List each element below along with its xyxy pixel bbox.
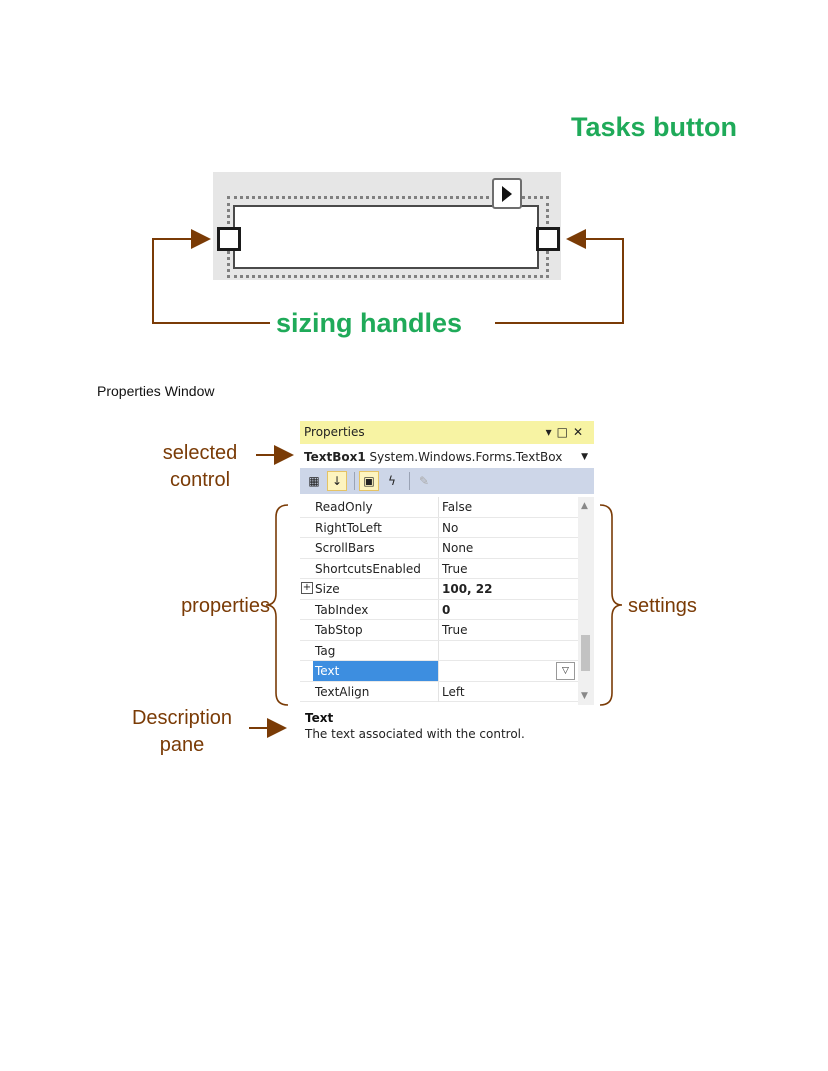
column-divider: [438, 641, 439, 661]
alphabetical-icon[interactable]: ↓: [327, 471, 347, 491]
settings-brace: [600, 505, 622, 705]
events-lightning-icon[interactable]: ϟ: [388, 474, 396, 488]
column-divider: [438, 497, 439, 517]
selected-line-2: control: [169, 469, 231, 491]
property-name: RightToLeft: [315, 520, 382, 535]
property-value[interactable]: None: [442, 541, 474, 555]
column-divider: [438, 682, 439, 702]
property-row[interactable]: [300, 641, 578, 662]
scroll-up-icon[interactable]: ▲: [581, 501, 588, 511]
toolbar-separator: [409, 472, 410, 490]
properties-toolbar: [300, 468, 594, 494]
properties-title: Properties: [304, 425, 365, 439]
property-row[interactable]: [300, 518, 578, 539]
object-selector[interactable]: [300, 446, 594, 468]
property-value[interactable]: No: [442, 520, 459, 535]
property-value[interactable]: True: [442, 561, 468, 576]
object-name: TextBox1: [304, 450, 366, 464]
right-arrow: [495, 239, 623, 323]
property-row[interactable]: [300, 620, 578, 641]
property-row[interactable]: [300, 579, 578, 600]
property-value[interactable]: True: [442, 623, 468, 637]
chevron-down-icon[interactable]: ▼: [581, 452, 588, 462]
description-pane: [300, 707, 594, 771]
column-divider: [438, 579, 439, 599]
description-title: Text: [305, 711, 334, 725]
column-divider: [438, 518, 439, 538]
maximize-icon[interactable]: □: [556, 425, 573, 439]
property-name: TabIndex: [315, 602, 369, 617]
toolbar-separator: [354, 472, 355, 490]
property-value[interactable]: False: [442, 500, 473, 514]
property-name: ReadOnly: [315, 500, 373, 514]
properties-title-bar: [300, 421, 594, 444]
close-icon[interactable]: ✕: [572, 425, 588, 439]
property-name: TextAlign: [315, 684, 370, 699]
settings-annotation: settings: [628, 595, 697, 617]
property-name: ScrollBars: [315, 541, 375, 555]
window-controls: [546, 421, 588, 444]
dropdown-arrow-icon[interactable]: ▾: [545, 425, 557, 439]
tasks-button-label: Tasks button: [571, 112, 738, 142]
property-row[interactable]: [300, 559, 578, 580]
property-row[interactable]: [300, 497, 578, 518]
property-name: ShortcutsEnabled: [315, 561, 421, 576]
description-line-2: pane: [159, 734, 205, 756]
column-divider: [438, 600, 439, 620]
scrollbar-thumb[interactable]: [581, 635, 590, 671]
property-row[interactable]: [300, 682, 578, 703]
property-name: TabStop: [315, 623, 363, 637]
column-divider: [438, 661, 439, 681]
column-divider: [438, 559, 439, 579]
property-name: Size: [315, 582, 340, 596]
expand-plus-icon[interactable]: +: [302, 582, 312, 593]
selected-line-1: selected: [162, 442, 238, 464]
property-row-selected[interactable]: [300, 661, 578, 682]
properties-icon[interactable]: ▣: [359, 471, 379, 491]
object-type: System.Windows.Forms.TextBox: [369, 450, 563, 464]
sizing-arrows: [0, 0, 828, 360]
description-line-1: Description: [131, 707, 233, 729]
properties-annotation: properties: [181, 595, 270, 617]
column-divider: [438, 538, 439, 558]
properties-window: [300, 421, 594, 771]
property-pages-wrench-icon[interactable]: ✎: [418, 474, 430, 488]
vertical-scrollbar[interactable]: [578, 497, 594, 705]
left-arrow: [153, 239, 270, 323]
figure-caption: Properties Window: [97, 383, 215, 399]
property-row[interactable]: [300, 600, 578, 621]
properties-brace: [266, 505, 288, 705]
property-row[interactable]: [300, 538, 578, 559]
property-value[interactable]: Left: [442, 684, 465, 699]
property-value[interactable]: 100, 22: [442, 582, 493, 596]
property-name: Tag: [315, 643, 336, 658]
property-value[interactable]: 0: [442, 602, 451, 617]
property-grid: [300, 497, 578, 705]
chevron-down-icon[interactable]: ▽: [556, 662, 575, 680]
sizing-handles-label: sizing handles: [276, 308, 463, 338]
column-divider: [438, 620, 439, 640]
scroll-down-icon[interactable]: ▼: [581, 691, 588, 701]
categorized-icon[interactable]: ▦: [308, 474, 320, 488]
description-text: The text associated with the control.: [305, 727, 525, 741]
property-name: Text: [313, 661, 438, 681]
